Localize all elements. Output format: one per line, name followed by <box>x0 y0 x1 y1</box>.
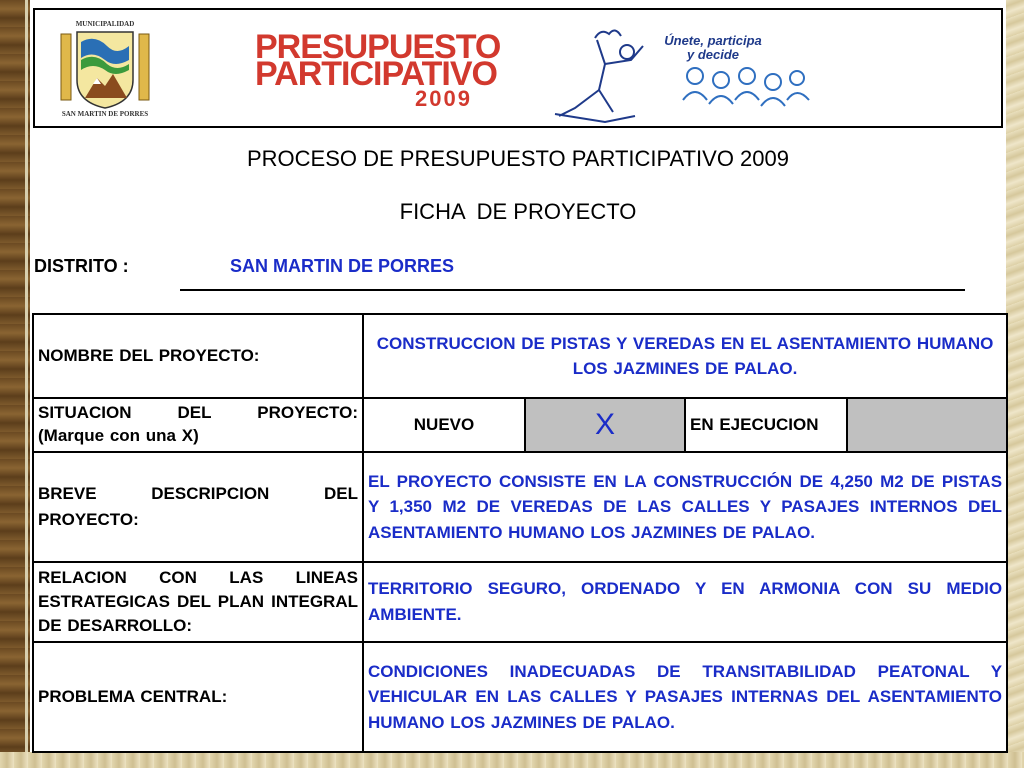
municipality-logo <box>55 20 155 120</box>
breve-label: BREVE DESCRIPCION DEL PROYECTO: <box>33 452 363 562</box>
logo-year: 2009 <box>415 86 472 111</box>
slogan <box>633 34 793 63</box>
breve-value: EL PROYECTO CONSISTE EN LA CONSTRUCCIÓN DE 4,250 M2 DE PISTAS Y 1,350 M2 DE VEREDAS DE LAS CALLES Y PASAJES INTERNOS DEL ASENTAMIENTO HUMANO LOS JAZMINES DE PALAO. <box>363 452 1007 562</box>
nuevo-x-mark: X <box>594 408 615 442</box>
document-sheet <box>30 0 1006 752</box>
table-row-breve <box>33 452 1007 562</box>
table-row-situacion <box>33 398 1007 452</box>
project-form-table <box>32 313 1008 753</box>
municipality-logo-bottom-text: SAN MARTIN DE PORRES <box>61 110 149 118</box>
document-subtitle: FICHA DE PROYECTO <box>399 199 637 224</box>
table-row-nombre <box>33 314 1007 398</box>
logo-line-presupuesto: PRESUPUESTO <box>255 28 501 66</box>
slogan-line-2: y decide <box>686 47 740 63</box>
problema-value: CONDICIONES INADECUADAS DE TRANSITABILIDAD PEATONAL Y VEHICULAR EN LAS CALLES Y PASAJES INTERNAS DEL ASENTAMIENTO HUMANO LOS JAZMINES DE PALAO. <box>363 642 1007 752</box>
distrito-label: DISTRITO : <box>34 256 129 276</box>
situacion-label <box>33 398 363 452</box>
distrito-value: SAN MARTIN DE PORRES <box>230 256 455 276</box>
distrito-underline <box>180 289 965 291</box>
header-banner <box>33 8 1003 128</box>
situacion-label-line-2: (Marque con una X) <box>38 425 199 445</box>
relacion-value: TERRITORIO SEGURO, ORDENADO Y EN ARMONIA CON SU MEDIO AMBIENTE. <box>363 562 1007 642</box>
logo-line-participativo: PARTICIPATIVO <box>255 55 497 93</box>
slide-frame-bottom <box>0 752 1024 768</box>
slide-frame-left <box>0 0 30 768</box>
municipality-shield-icon <box>55 20 155 120</box>
document-title: PROCESO DE PRESUPUESTO PARTICIPATIVO 2009 <box>246 146 789 171</box>
table-row-problema <box>33 642 1007 752</box>
relacion-label: RELACION CON LAS LINEAS ESTRATEGICAS DEL PLAN INTEGRAL DE DESARROLLO: <box>33 562 363 642</box>
municipality-logo-top-text: MUNICIPALIDAD <box>75 20 135 28</box>
nuevo-checkbox[interactable] <box>525 398 685 452</box>
slide-frame-right <box>1006 0 1024 768</box>
nombre-value: CONSTRUCCION DE PISTAS Y VEREDAS EN EL ASENTAMIENTO HUMANO LOS JAZMINES DE PALAO. <box>363 314 1007 398</box>
situacion-label-line-1: SITUACION DEL PROYECTO: <box>38 403 358 422</box>
table-row-relacion <box>33 562 1007 642</box>
nombre-label: NOMBRE DEL PROYECTO: <box>33 314 363 398</box>
presupuesto-participativo-logo <box>255 30 595 122</box>
nuevo-label: NUEVO <box>363 398 525 452</box>
slogan-line-1: Únete, participa <box>664 33 762 48</box>
problema-label: PROBLEMA CENTRAL: <box>33 642 363 752</box>
ejecucion-checkbox[interactable] <box>847 398 1007 452</box>
ejecucion-label: EN EJECUCION <box>685 398 847 452</box>
